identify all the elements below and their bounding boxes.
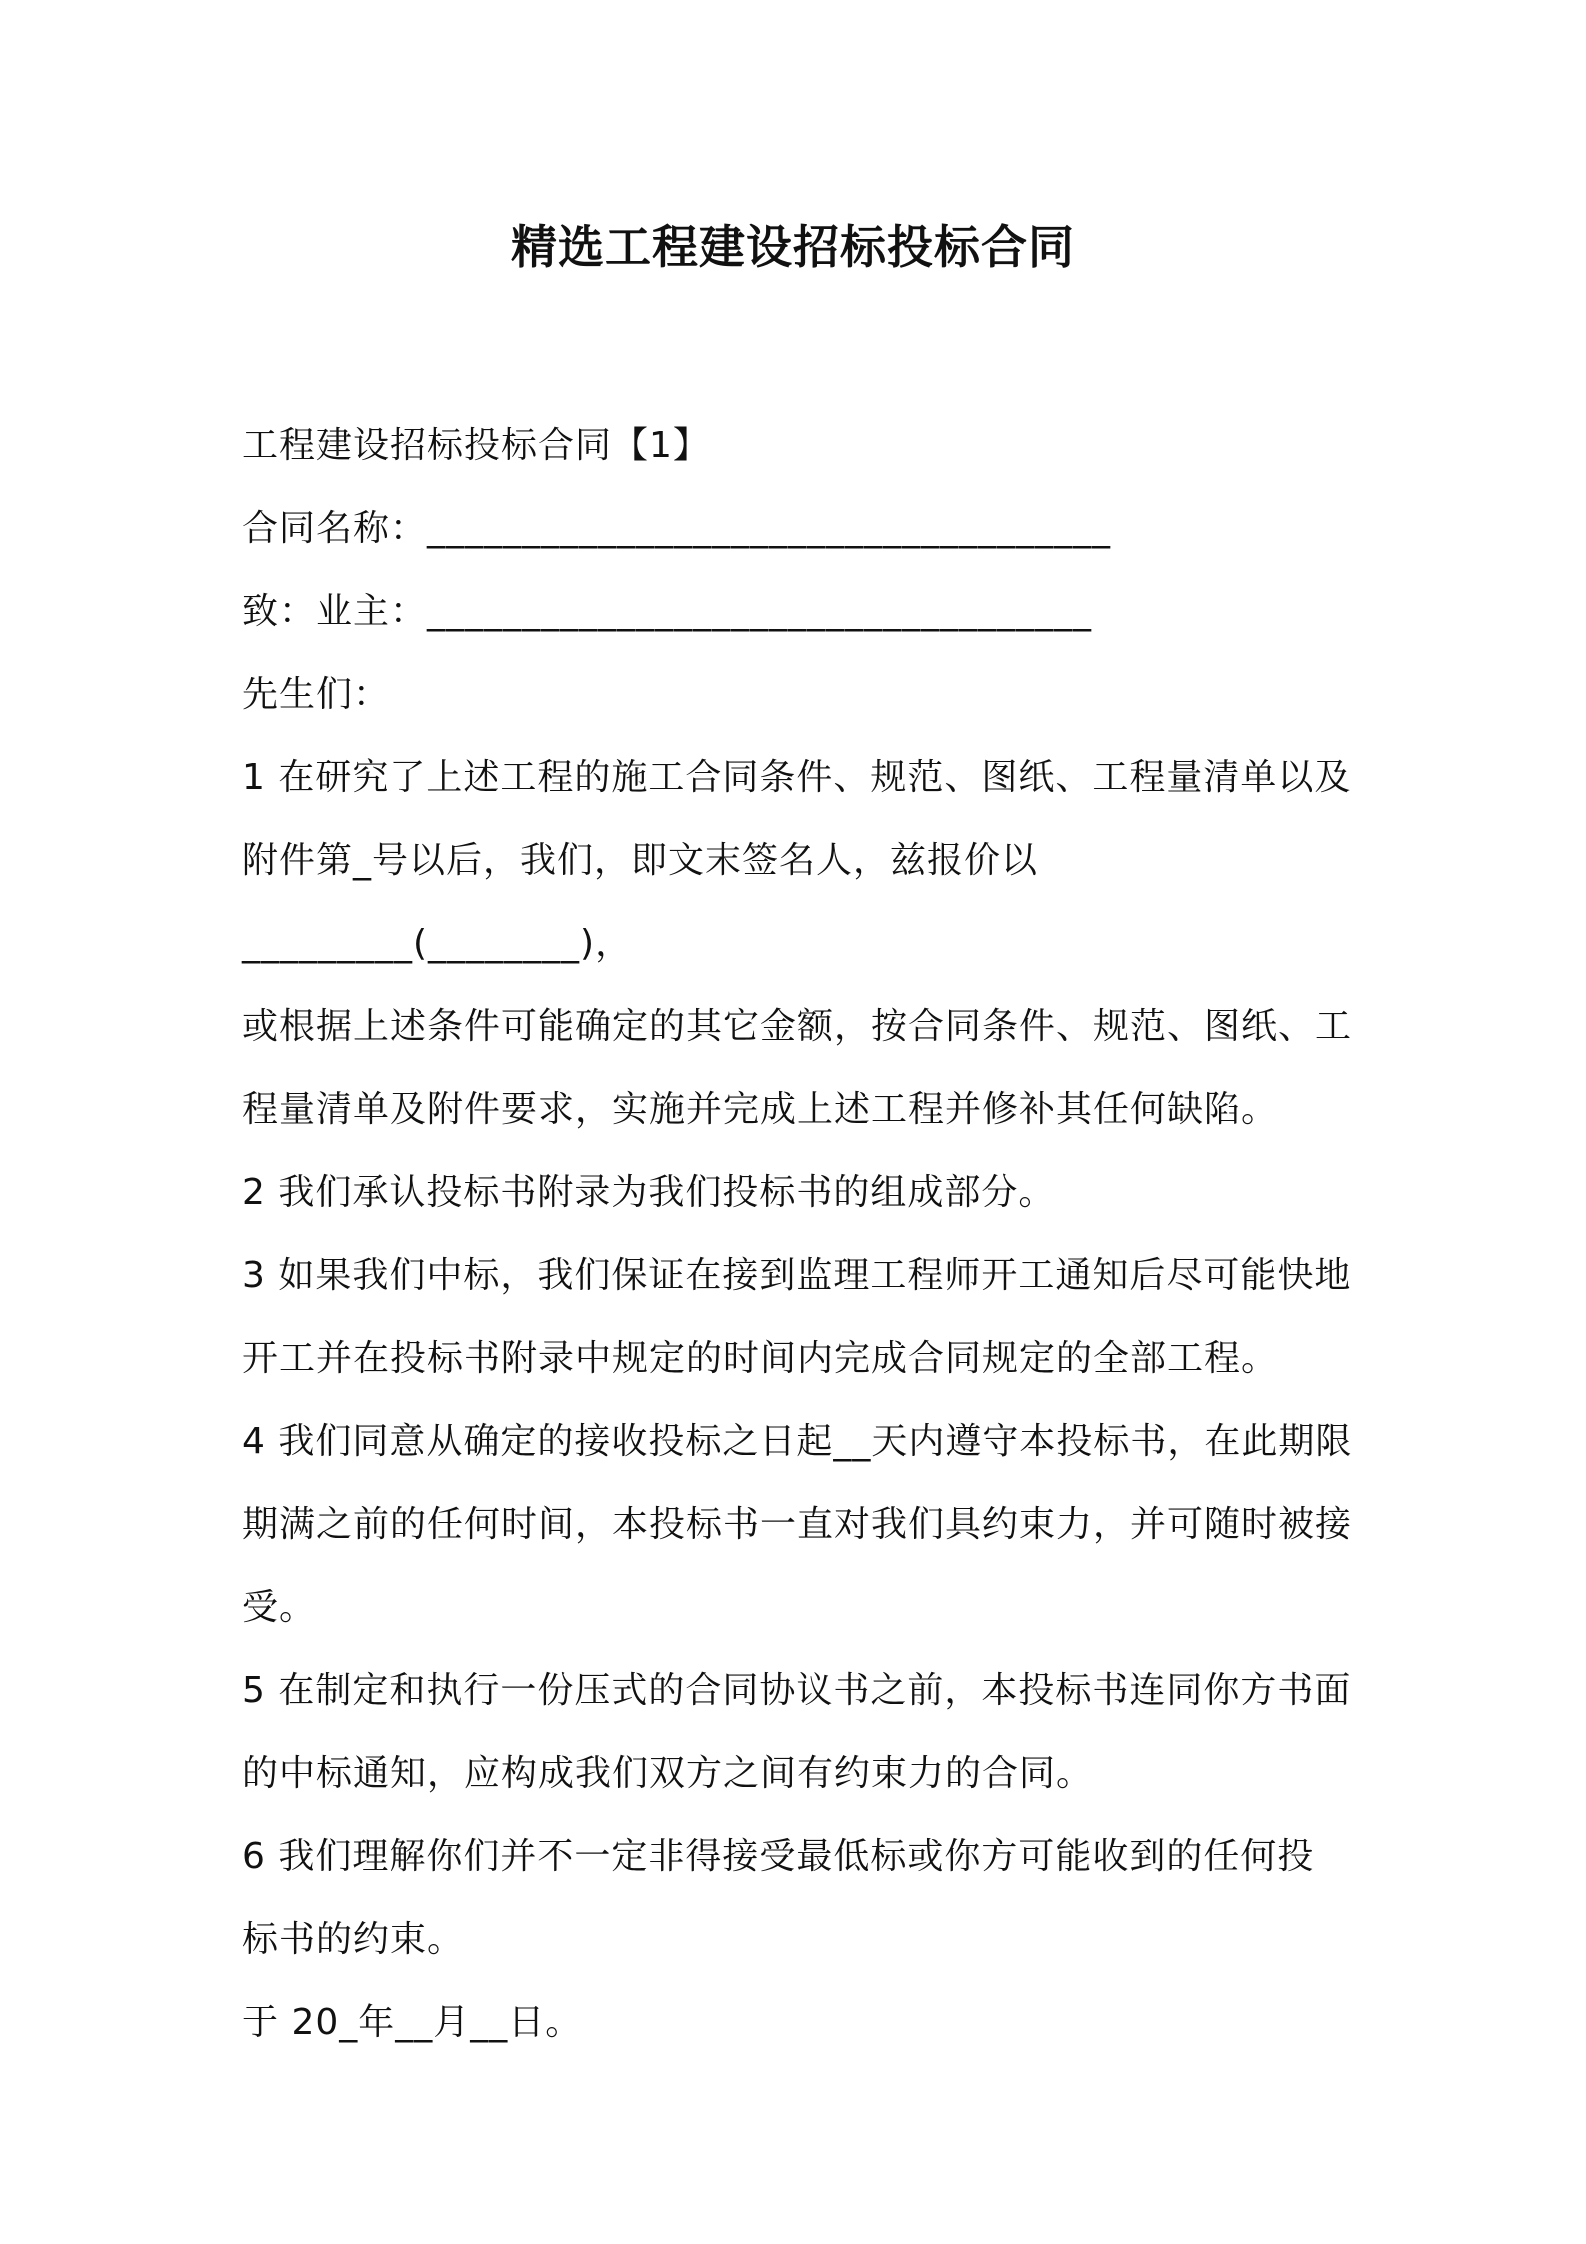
paragraph-1-line-3: 或根据上述条件可能确定的其它金额，按合同条件、规范、图纸、工 — [242, 1006, 1353, 1047]
contract-name-line: 合同名称：____________________________________ — [242, 508, 1112, 549]
salutation-line: 先生们： — [242, 674, 391, 715]
contract-subtitle: 工程建设招标投标合同【1】 — [242, 425, 710, 466]
paragraph-5-line-1: 5 在制定和执行一份压式的合同协议书之前，本投标书连同你方书面 — [242, 1670, 1352, 1711]
paragraph-1-line-2: 附件第_号以后，我们，即文末签名人，兹报价以_________(________)， — [242, 840, 1039, 964]
paragraph-3-line-2: 开工并在投标书附录中规定的时间内完成合同规定的全部工程。 — [242, 1338, 1279, 1379]
paragraph-4-line-3: 受。 — [242, 1587, 317, 1628]
paragraph-4-line-1: 4 我们同意从确定的接收投标之日起__天内遵守本投标书，在此期限 — [242, 1421, 1353, 1462]
paragraph-5-line-2: 的中标通知，应构成我们双方之间有约束力的合同。 — [242, 1753, 1094, 1794]
paragraph-4-line-2: 期满之前的任何时间，本投标书一直对我们具约束力，并可随时被接 — [242, 1504, 1353, 1545]
document-body — [242, 404, 1372, 2064]
paragraph-2-line-1: 2 我们承认投标书附录为我们投标书的组成部分。 — [242, 1172, 1056, 1213]
addressee-line: 致：业主：___________________________________ — [242, 591, 1093, 632]
paragraph-6-line-2: 标书的约束。 — [242, 1919, 465, 1960]
paragraph-6-line-1: 6 我们理解你们并不一定非得接受最低标或你方可能收到的任何投 — [242, 1836, 1315, 1877]
document-title: 精选工程建设招标投标合同 — [511, 220, 1075, 274]
paragraph-1-line-1: 1 在研究了上述工程的施工合同条件、规范、图纸、工程量清单以及 — [242, 757, 1352, 798]
paragraph-1-line-4: 程量清单及附件要求，实施并完成上述工程并修补其任何缺陷。 — [242, 1089, 1279, 1130]
date-line: 于 20_年__月__日。 — [242, 2002, 583, 2043]
paragraph-3-line-1: 3 如果我们中标，我们保证在接到监理工程师开工通知后尽可能快地 — [242, 1255, 1352, 1296]
